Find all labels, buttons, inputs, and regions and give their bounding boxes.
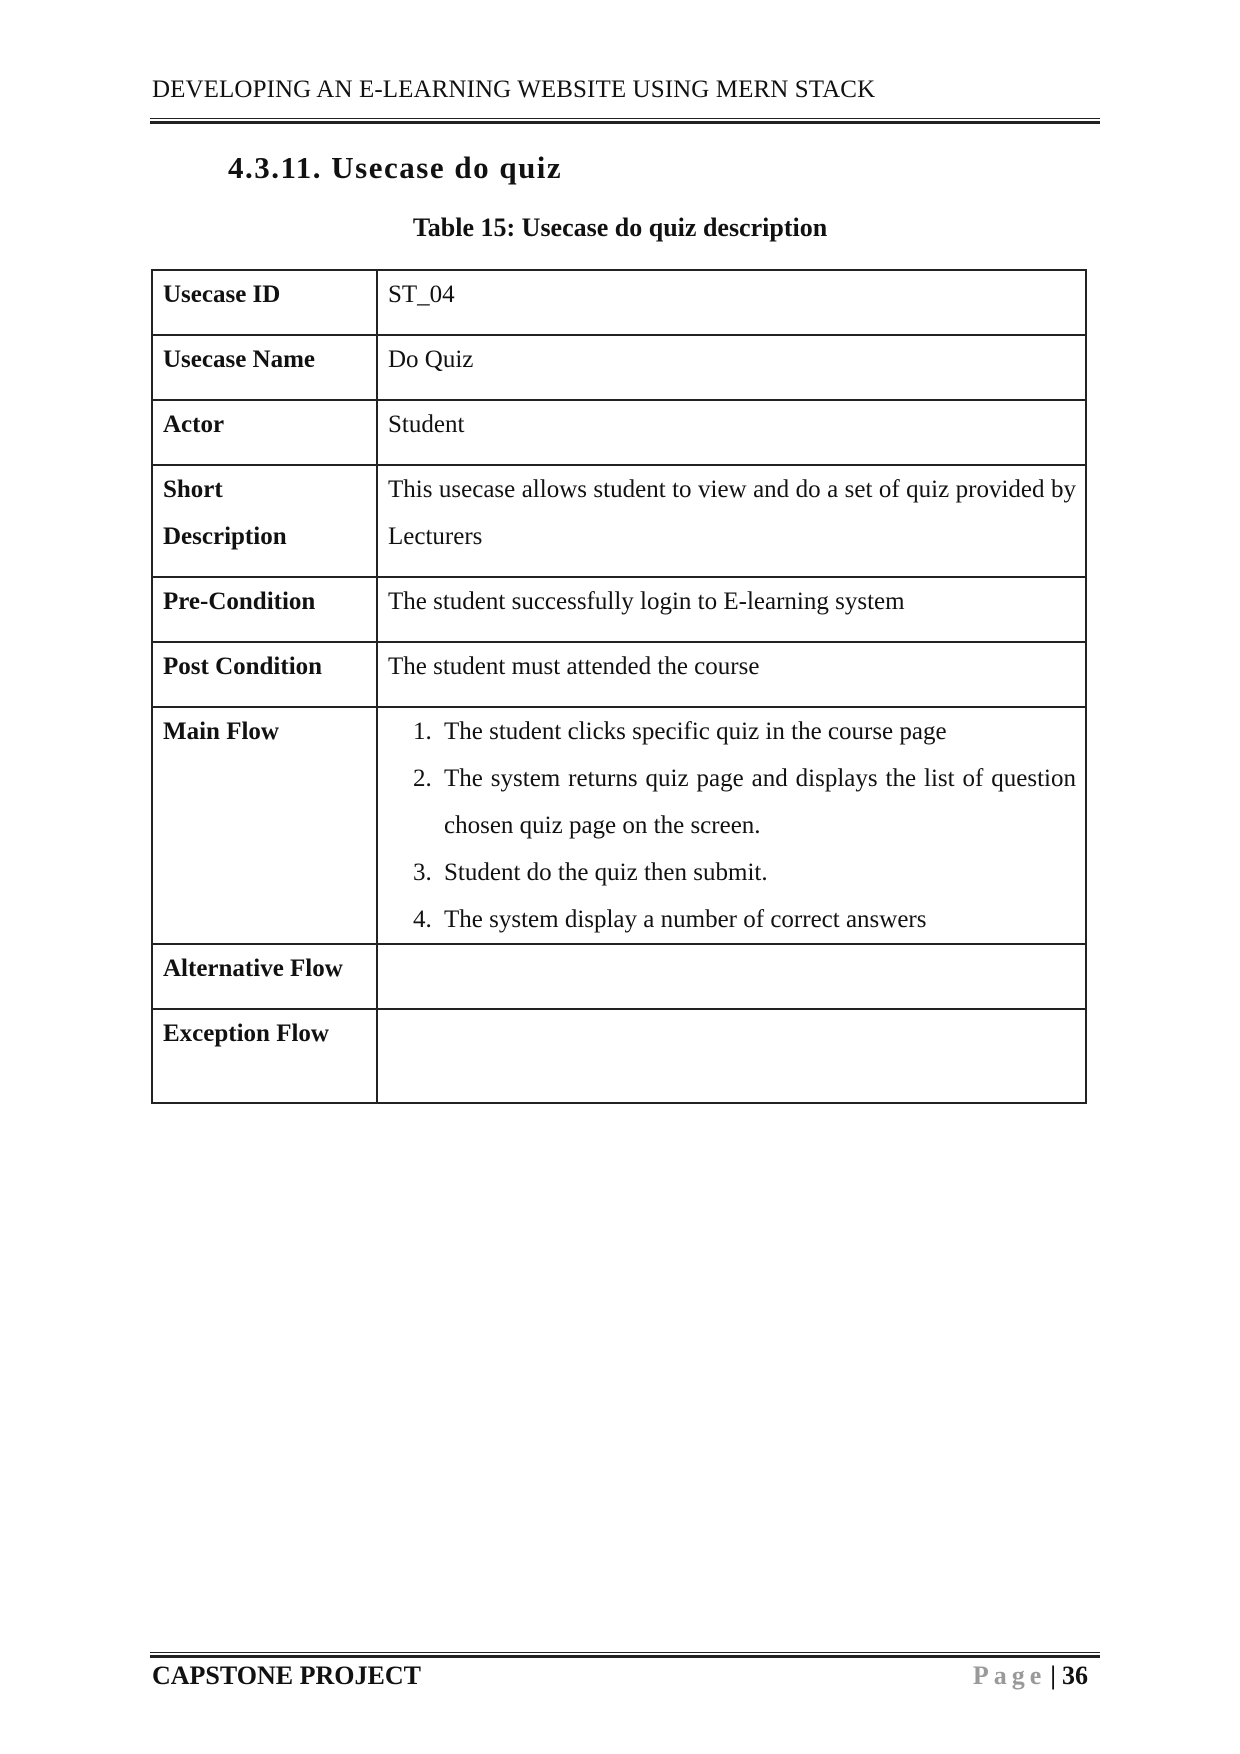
row-value <box>377 1009 1086 1103</box>
header-rule-thin <box>150 118 1100 119</box>
footer-project-label: CAPSTONE PROJECT <box>152 1661 421 1690</box>
row-label: Post Condition <box>152 642 377 707</box>
row-value <box>377 707 1086 944</box>
table-row <box>152 335 1086 400</box>
table-row <box>152 944 1086 1009</box>
usecase-table <box>151 269 1087 1104</box>
row-value <box>377 944 1086 1009</box>
section-heading: 4.3.11. Usecase do quiz <box>228 150 563 185</box>
flow-step: 3. Student do the quiz then submit. <box>438 849 1076 896</box>
row-label <box>152 465 377 577</box>
row-value: The student must attended the course <box>377 642 1086 707</box>
row-value: Do Quiz <box>377 335 1086 400</box>
row-label: Actor <box>152 400 377 465</box>
main-flow-steps <box>388 708 1076 943</box>
row-label: Alternative Flow <box>152 944 377 1009</box>
table-row <box>152 1009 1086 1103</box>
row-value: ST_04 <box>377 270 1086 335</box>
running-header: DEVELOPING AN E-LEARNING WEBSITE USING MERN STACK <box>152 76 876 103</box>
table-row <box>152 465 1086 577</box>
page-word: Page <box>972 1661 1047 1690</box>
table-row <box>152 642 1086 707</box>
row-label: Pre-Condition <box>152 577 377 642</box>
table-row <box>152 577 1086 642</box>
table-caption: Table 15: Usecase do quiz description <box>412 213 828 242</box>
row-value: This usecase allows student to view and do a set of quiz provided by Lecturers <box>377 465 1086 577</box>
table-row <box>152 707 1086 944</box>
footer-rule-thin <box>150 1652 1100 1653</box>
flow-step: 4. The system display a number of correct answers <box>438 896 1076 943</box>
flow-step: 1. The student clicks specific quiz in the course page <box>438 708 1076 755</box>
page-number: 36 <box>1062 1661 1088 1690</box>
row-label-line: Description <box>163 523 287 550</box>
header-rule-thick <box>150 121 1100 124</box>
footer-rule-thick <box>150 1655 1100 1658</box>
row-label: Main Flow <box>152 707 377 944</box>
row-label: Usecase ID <box>152 270 377 335</box>
row-label: Usecase Name <box>152 335 377 400</box>
row-label: Exception Flow <box>152 1009 377 1103</box>
page-number-block <box>973 1661 1088 1691</box>
table-row <box>152 270 1086 335</box>
page-separator: | <box>1050 1661 1056 1690</box>
table-row <box>152 400 1086 465</box>
row-value: Student <box>377 400 1086 465</box>
row-value: The student successfully login to E-learning system <box>377 577 1086 642</box>
row-label-line: Short <box>163 476 223 503</box>
flow-step: 2. The system returns quiz page and displays the list of question chosen quiz page on the screen. <box>438 755 1076 849</box>
